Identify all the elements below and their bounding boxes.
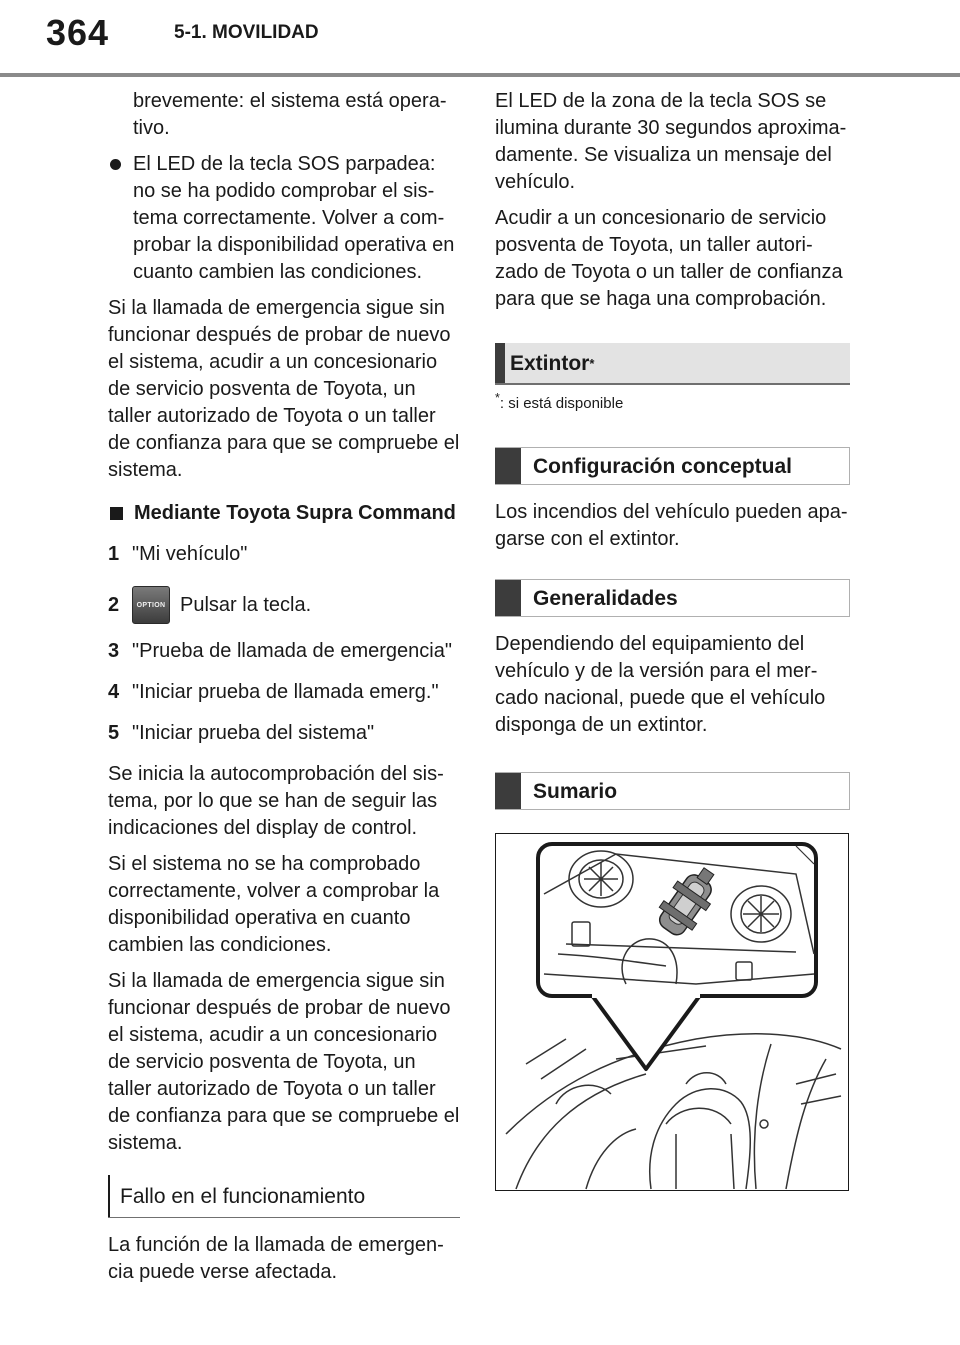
general-heading-box bbox=[495, 579, 850, 617]
right-column bbox=[495, 88, 850, 803]
concept-heading-box bbox=[495, 447, 850, 485]
heading-bar bbox=[495, 343, 505, 383]
step-text: "Iniciar prueba de llamada emerg." bbox=[132, 681, 439, 703]
step-1 bbox=[108, 541, 460, 568]
paragraph-dealer: Acudir a un concesionario de servicio posventa de Toyota, un taller autori-zado de Toyota o un taller de confianza para que se haga una comprobación. bbox=[495, 207, 843, 310]
concept-text: Los incendios del vehículo pueden apa-garse con el extintor. bbox=[495, 501, 848, 550]
summary-heading: Sumario bbox=[533, 779, 618, 803]
footnote bbox=[495, 385, 850, 417]
step-text: Pulsar la tecla. bbox=[180, 593, 312, 616]
option-button-label: OPTION bbox=[136, 601, 166, 609]
subheading-text: Mediante Toyota Supra Command bbox=[134, 502, 456, 524]
step-text: "Iniciar prueba del sistema" bbox=[132, 722, 375, 744]
fire-extinguisher-illustration bbox=[495, 833, 849, 1191]
step-number: 1 bbox=[108, 543, 120, 565]
fallo-text: La función de la llamada de emergen-cia puede verse afectada. bbox=[108, 1234, 444, 1283]
step-5 bbox=[108, 720, 460, 747]
page-number: 364 bbox=[46, 12, 110, 53]
footnote-text: : si está disponible bbox=[499, 395, 624, 412]
paragraph-self-test: Se inicia la autocomprobación del sis-tema, por lo que se han de seguir las indicaciones del display de control. bbox=[108, 763, 444, 839]
paragraph-continued: brevemente: el sistema está opera-tivo. bbox=[133, 90, 447, 139]
paragraph-emergency-1: Si la llamada de emergencia sigue sin funcionar después de probar de nuevo el sistema, acudir a un concesionario de servicio posventa de Toyota, un taller autorizado de Toyota o un taller de confianza para que se compruebe el sistema. bbox=[108, 297, 460, 481]
bullet-led bbox=[108, 151, 460, 286]
left-column bbox=[108, 88, 460, 1295]
page-header bbox=[0, 0, 960, 80]
step-2 bbox=[108, 586, 460, 624]
heading-bar bbox=[495, 580, 521, 616]
extintor-asterisk: * bbox=[589, 355, 595, 371]
summary-heading-box bbox=[495, 772, 850, 810]
subheading bbox=[108, 500, 460, 527]
footnote-asterisk: * bbox=[495, 391, 500, 405]
step-3 bbox=[108, 638, 460, 665]
step-number: 3 bbox=[108, 640, 120, 662]
heading-bar bbox=[495, 773, 521, 809]
car-interior-drawing bbox=[496, 834, 849, 1191]
concept-heading: Configuración conceptual bbox=[533, 454, 793, 478]
step-number: 2 bbox=[108, 593, 120, 616]
option-button-icon bbox=[132, 586, 170, 624]
step-number: 5 bbox=[108, 722, 120, 744]
section-title: 5-1. MOVILIDAD bbox=[174, 22, 319, 43]
header-divider bbox=[0, 73, 960, 77]
step-text: "Mi vehículo" bbox=[132, 543, 248, 565]
step-text: "Prueba de llamada de emergencia" bbox=[132, 640, 452, 662]
extintor-heading-box bbox=[495, 343, 850, 385]
heading-bar bbox=[108, 1175, 110, 1217]
bullet-led-text: El LED de la tecla SOS parpadea: no se ha podido comprobar el sis-tema correctamente. Volver a com-probar la disponibilidad operativa en cuanto cambien las condiciones. bbox=[133, 153, 455, 283]
bullet-dot-icon bbox=[110, 159, 121, 170]
general-heading: Generalidades bbox=[533, 586, 678, 610]
step-number: 4 bbox=[108, 681, 120, 703]
general-text: Dependiendo del equipamiento del vehículo y de la versión para el mer-cado nacional, puede que el vehículo disponga de un extintor. bbox=[495, 633, 826, 736]
heading-bar bbox=[495, 448, 521, 484]
extintor-heading: Extintor bbox=[510, 351, 590, 375]
step-4 bbox=[108, 679, 460, 706]
square-bullet-icon bbox=[110, 507, 123, 520]
paragraph-emergency-2: Si la llamada de emergencia sigue sin funcionar después de probar de nuevo el sistema, acudir a un concesionario de servicio posventa de Toyota, un taller autorizado de Toyota o un taller de confianza para que se compruebe el sistema. bbox=[108, 970, 460, 1154]
fallo-heading: Fallo en el funcionamiento bbox=[120, 1184, 366, 1208]
paragraph-not-checked: Si el sistema no se ha comprobado correctamente, volver a comprobar la disponibilidad operativa en cuanto cambien las condiciones. bbox=[108, 853, 440, 956]
fallo-heading-box bbox=[108, 1175, 460, 1218]
paragraph-led-sos: El LED de la zona de la tecla SOS se ilumina durante 30 segundos aproxima-damente. Se visualiza un mensaje del vehículo. bbox=[495, 90, 847, 193]
